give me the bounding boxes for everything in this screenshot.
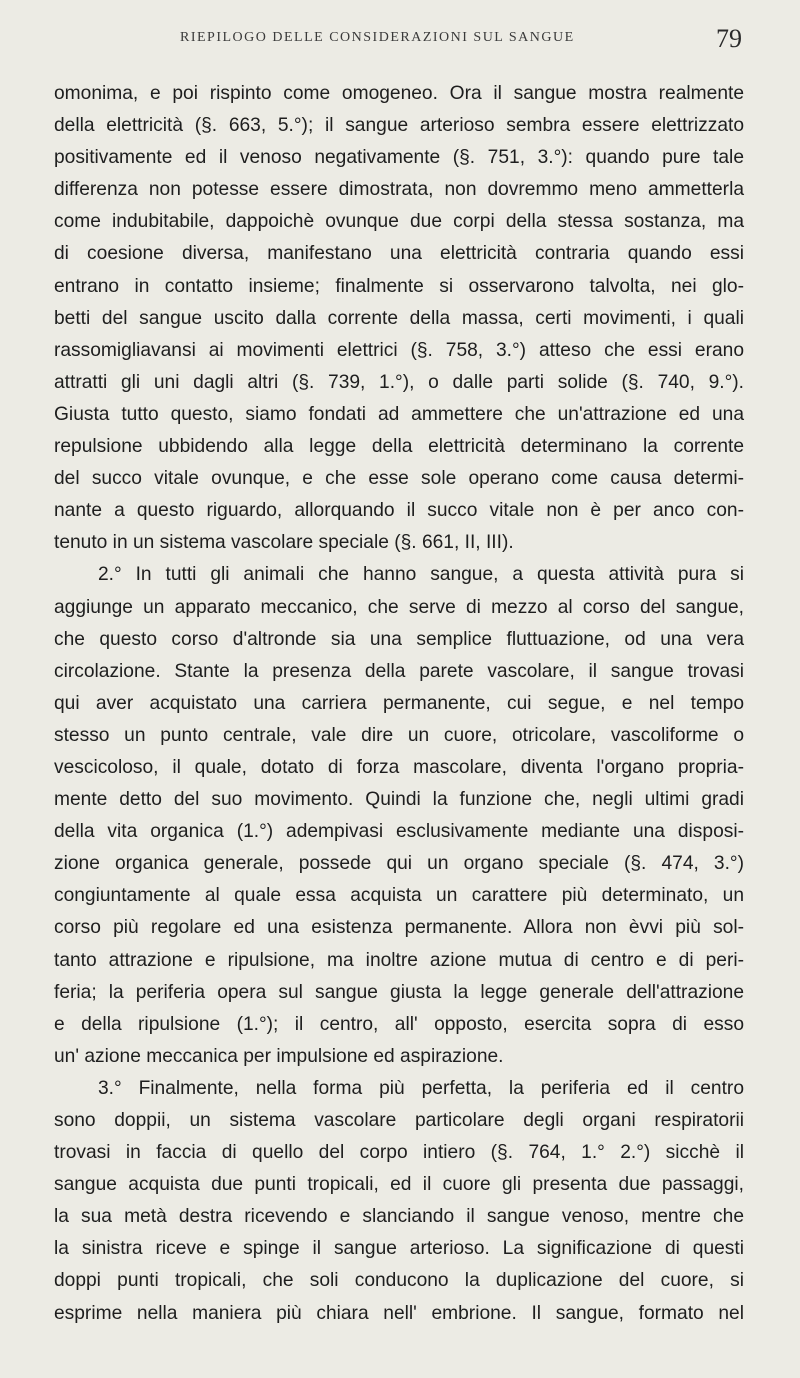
text-line: stesso un punto centrale, vale dire un cuore, otricolare, vascoliforme o bbox=[54, 724, 744, 746]
text-line: corso più regolare ed una esistenza permanente. Allora non èvvi più sol- bbox=[54, 917, 744, 939]
text-line: del succo vitale ovunque, e che esse sole operano come causa determi- bbox=[54, 468, 744, 490]
text-line: differenza non potesse essere dimostrata, non dovremmo meno ammetterla bbox=[54, 179, 744, 201]
text-line: tanto attrazione e ripulsione, ma inoltre azione mutua di centro e di peri- bbox=[54, 949, 744, 971]
text-line: attratti gli uni dagli altri (§. 739, 1.°), o dalle parti solide (§. 740, 9.°). bbox=[54, 371, 744, 393]
page-number: 79 bbox=[716, 24, 742, 53]
page-header bbox=[60, 24, 742, 60]
text-line: omonima, e poi rispinto come omogeneo. Ora il sangue mostra realmente bbox=[54, 83, 744, 104]
text-line: vescicoloso, il quale, dotato di forza mascolare, diventa l'organo propria- bbox=[54, 756, 744, 778]
text-line: repulsione ubbidendo alla legge della elettricità determinano la corrente bbox=[54, 436, 744, 458]
text-line: betti del sangue uscito dalla corrente della massa, certi movimenti, i quali bbox=[54, 307, 744, 329]
text-line: trovasi in faccia di quello del corpo intiero (§. 764, 1.° 2.°) sicchè il bbox=[54, 1142, 744, 1164]
text-line: mente detto del suo movimento. Quindi la funzione che, negli ultimi gradi bbox=[54, 789, 744, 811]
text-line: feria; la periferia opera sul sangue giusta la legge generale dell'attrazione bbox=[54, 981, 744, 1003]
text-line: entrano in contatto insieme; finalmente si osservarono talvolta, nei glo- bbox=[54, 275, 744, 297]
text-line: qui aver acquistato una carriera permanente, cui segue, e nel tempo bbox=[54, 692, 744, 714]
text-line: esprime nella maniera più chiara nell' embrione. Il sangue, formato nel bbox=[54, 1302, 744, 1324]
running-head: RIEPILOGO DELLE CONSIDERAZIONI SUL SANGUE bbox=[180, 30, 575, 45]
text-line: nante a questo riguardo, allorquando il succo vitale non è per anco con- bbox=[54, 500, 744, 522]
body-text bbox=[54, 78, 744, 1330]
text-line: sono doppii, un sistema vascolare particolare degli organi respiratorii bbox=[54, 1110, 744, 1131]
text-line: la sinistra riceve e spinge il sangue arterioso. La significazione di questi bbox=[54, 1238, 744, 1260]
text-line: doppi punti tropicali, che soli conducono la duplicazione del cuore, si bbox=[54, 1270, 744, 1292]
text-line: Giusta tutto questo, siamo fondati ad ammettere che un'attrazione ed una bbox=[54, 403, 744, 425]
text-line: positivamente ed il venoso negativamente (§. 751, 3.°): quando pure tale bbox=[54, 147, 744, 169]
text-line: congiuntamente al quale essa acquista un carattere più determinato, un bbox=[54, 885, 744, 907]
text-line: 3.° Finalmente, nella forma più perfetta, la periferia ed il centro bbox=[98, 1077, 744, 1099]
text-line: un' azione meccanica per impulsione ed aspirazione. bbox=[54, 1045, 504, 1067]
text-line: di coesione diversa, manifestano una elettricità contraria quando essi bbox=[54, 243, 744, 265]
text-line: zione organica generale, possede qui un organo speciale (§. 474, 3.°) bbox=[54, 853, 744, 875]
text-line: che questo corso d'altronde sia una semplice fluttuazione, od una vera bbox=[54, 628, 744, 650]
text-line: e della ripulsione (1.°); il centro, all' opposto, esercita sopra di esso bbox=[54, 1013, 744, 1035]
text-line: tenuto in un sistema vascolare speciale (§. 661, II, III). bbox=[54, 532, 514, 554]
text-line: rassomigliavansi ai movimenti elettrici (§. 758, 3.°) atteso che essi erano bbox=[54, 339, 744, 361]
text-line: della elettricità (§. 663, 5.°); il sangue arterioso sembra essere elettrizzato bbox=[54, 115, 744, 137]
text-line: la sua metà destra ricevendo e slanciando il sangue venoso, mentre che bbox=[54, 1206, 744, 1228]
text-line: 2.° In tutti gli animali che hanno sangue, a questa attività pura si bbox=[98, 564, 744, 586]
text-line: come indubitabile, dappoichè ovunque due corpi della stessa sostanza, ma bbox=[54, 211, 744, 233]
text-line: circolazione. Stante la presenza della parete vascolare, il sangue trovasi bbox=[54, 660, 744, 682]
text-line: della vita organica (1.°) adempivasi esclusivamente mediante una disposi- bbox=[54, 821, 744, 843]
text-line: sangue acquista due punti tropicali, ed il cuore gli presenta due passaggi, bbox=[54, 1174, 744, 1196]
text-line: aggiunge un apparato meccanico, che serve di mezzo al corso del sangue, bbox=[54, 596, 744, 618]
